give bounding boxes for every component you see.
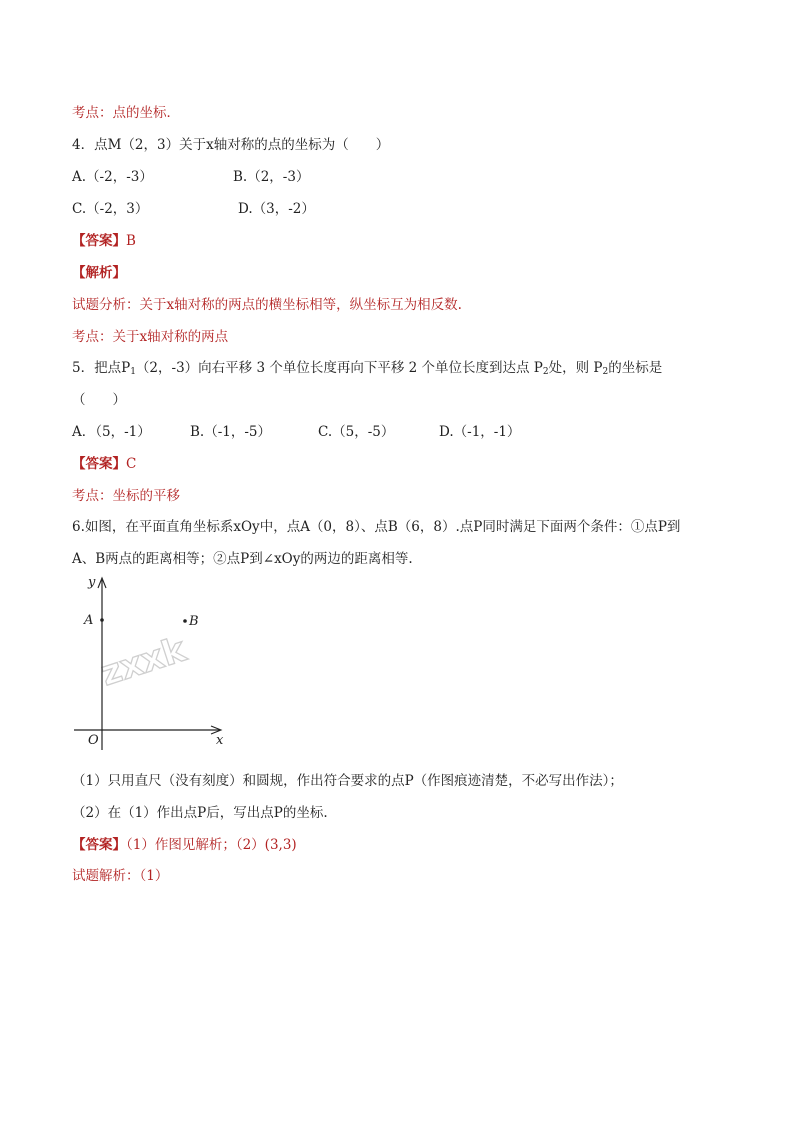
q6-answer-value: （1）作图见解析；（2）(3,3) xyxy=(126,837,297,853)
q6-sub1: （1）只用直尺（没有刻度）和圆规，作出符合要求的点P（作图痕迹清楚，不必写出作法）； xyxy=(72,773,623,789)
q4-option-d: D.（3，-2） xyxy=(238,201,315,217)
q4-options-row2 xyxy=(72,200,672,218)
q5-kaodian: 考点：坐标的平移 xyxy=(72,488,180,504)
q4-analysis-heading: 【解析】 xyxy=(72,265,126,281)
point-b-label: B xyxy=(189,614,199,629)
q6-sub2: （2）在（1）作出点P后，写出点P的坐标. xyxy=(72,805,328,821)
q5-stem-line2: （ ） xyxy=(72,392,126,408)
y-axis-label: y xyxy=(88,575,96,590)
point-b xyxy=(183,619,187,623)
q6-answer xyxy=(72,836,297,854)
q4-answer xyxy=(72,232,136,250)
q5-answer-label: 【答案】 xyxy=(72,456,126,472)
q6-stem-line2: A、B两点的距离相等；②点P到∠xOy的两边的距离相等. xyxy=(72,551,413,567)
q6-answer-label: 【答案】 xyxy=(72,837,126,853)
q5-option-a: A．（5，-1） xyxy=(72,424,151,440)
q4-answer-value: B xyxy=(126,233,136,249)
q5-options xyxy=(72,423,712,441)
q4-analysis-text: 试题分析：关于x轴对称的两点的横坐标相等，纵坐标互为相反数. xyxy=(72,297,462,313)
q5-answer xyxy=(72,455,136,473)
q4-option-b: B.（2，-3） xyxy=(233,169,310,185)
q5-stem: 5．把点$P_1(2$，-3）向右平移 3 个单位长度再向下平移 2 个单位长度到达点 $P_2$处，则 $P_2$的坐标是 xyxy=(72,360,663,377)
q6-analysis: 试题解析：（1） xyxy=(72,868,169,884)
point-a-label: A xyxy=(84,613,94,628)
q4-option-a: A.（-2，-3） xyxy=(72,169,153,185)
q5-option-d: D.（-1，-1） xyxy=(439,424,521,440)
q5-option-b: B.（-1，-5） xyxy=(190,424,272,440)
x-axis-label: x xyxy=(216,733,224,748)
q4-stem: 4．点M（2，3）关于x轴对称的点的坐标为（ ） xyxy=(72,137,390,153)
q4-answer-label: 【答案】 xyxy=(72,233,126,249)
q5-answer-value: C xyxy=(126,456,137,472)
origin-label: O xyxy=(88,733,99,748)
watermark: zxxk xyxy=(96,629,191,695)
q4-kaodian: 考点：关于x轴对称的两点 xyxy=(72,329,229,345)
q6-stem-line1: 6.如图，在平面直角坐标系xOy中，点A（0，8）、点B（6，8）.点P同时满足下面两个条件：①点P到 xyxy=(72,519,681,535)
kaodian-point-coordinates: 考点：点的坐标． xyxy=(72,105,180,121)
q4-option-c: C.（-2，3） xyxy=(72,201,149,217)
point-a xyxy=(100,618,104,622)
coordinate-figure xyxy=(70,572,240,752)
q5-option-c: C.（5，-5） xyxy=(318,424,395,440)
q4-options-row1 xyxy=(72,168,672,186)
